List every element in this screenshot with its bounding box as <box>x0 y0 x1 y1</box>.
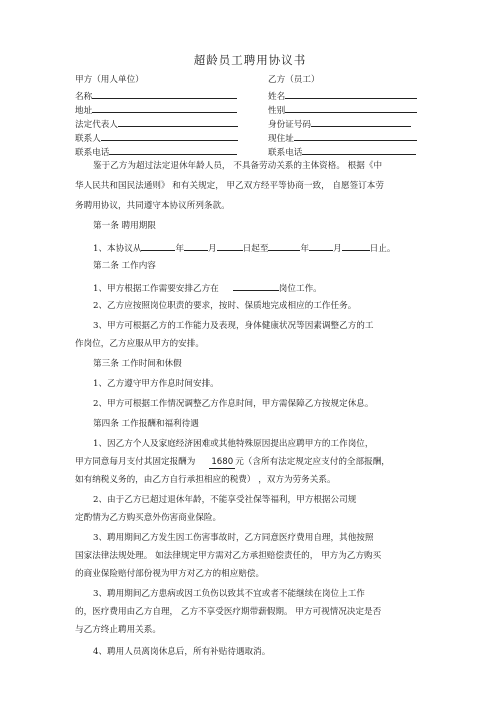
party-b-phone-line[interactable] <box>302 145 416 155</box>
party-b-address-field: 现住址 <box>268 131 417 145</box>
article-2-clause-3a: 3、甲方可根据乙方的工作能力及表现，身体健康状况等因素调整乙方的工 <box>93 321 374 331</box>
article-4-clause-1c: 如有纳税义务的，由乙方自行承担相应的税费） ，双方为劳务关系。 <box>75 475 336 485</box>
monthly-pay-amount[interactable]: 1680 <box>211 457 234 467</box>
article-4-clause-1a: 1、因乙方个人及家庭经济困难或其他特殊原因提出应聘甲方的工作岗位， <box>93 439 374 449</box>
preamble-line-1: 鉴于乙方为超过法定退休年龄人员， 不具备劳动关系的主体资格。 根据《中 <box>93 161 383 171</box>
article-4-clause-5: 4、聘用人员离岗休息后，所有补贴待遇取消。 <box>93 647 271 657</box>
article-4-clause-4c: 与乙方终止聘用关系。 <box>75 625 161 635</box>
party-a-contact-line[interactable] <box>101 131 238 141</box>
position-line[interactable] <box>233 281 279 291</box>
party-a-name-field: 名称 <box>75 89 237 103</box>
article-2-clause-1: 1、甲方根据工作需要安排乙方在 岗位工作。 <box>93 281 322 295</box>
party-b-id-line[interactable] <box>311 117 411 127</box>
article-4-clause-1b: 甲方同意每月支付其固定报酬为 1680 元（含所有法定规定应支付的全部报酬， <box>75 457 390 467</box>
party-b-gender-line[interactable] <box>285 103 417 113</box>
party-b-id-field: 身份证号码 <box>268 117 411 131</box>
party-b-name-line[interactable] <box>285 89 417 99</box>
article-4-clause-2a: 2、由于乙方已超过退休年龄，不能享受社保等福利，甲方根据公司规 <box>93 495 357 505</box>
article-4-clause-3c: 的商业保险赔付部份视为甲方对乙方的相应赔偿。 <box>75 569 265 579</box>
article-2-title: 第二条 工作内容 <box>93 261 156 271</box>
end-year-line[interactable] <box>268 241 300 251</box>
article-4-clause-4b: 的，医疗费用由乙方自理， 乙方不享受医疗期带薪假期。 甲方可视情况决定是否 <box>75 607 382 617</box>
article-4-clause-3b: 国家法律法规处理。 如法律规定甲方需对乙方承担赔偿责任的， 甲方为乙方购买 <box>75 551 382 561</box>
party-b-gender-field: 性别 <box>268 103 417 117</box>
preamble-line-3: 务聘用协议，共同遵守本协议所列条款。 <box>75 201 230 211</box>
end-day-line[interactable] <box>342 241 370 251</box>
article-3-clause-1: 1、乙方遵守甲方作息时间安排。 <box>93 379 219 389</box>
article-1-title: 第一条 聘用期限 <box>93 221 156 231</box>
party-a-name-line[interactable] <box>92 89 237 99</box>
party-a-legal-rep-field: 法定代表人 <box>75 117 238 131</box>
article-4-clause-4a: 3、聘用期间乙方患病或因工负伤以致其不宜或者不能继续在岗位上工作 <box>93 589 365 599</box>
party-a-contact-field: 联系人 <box>75 131 238 145</box>
party-a-legal-rep-line[interactable] <box>118 117 238 127</box>
article-4-clause-2b: 定酌情为乙方购买意外伤害商业保险。 <box>75 513 222 523</box>
party-a-address-line[interactable] <box>92 103 237 113</box>
preamble-line-2: 华人民共和国民法通则》 和有关规定， 甲乙双方经平等协商一致， 自愿签订本劳 <box>75 181 384 191</box>
end-month-line[interactable] <box>309 241 333 251</box>
party-a-phone-line[interactable] <box>109 145 237 155</box>
article-3-title: 第三条 工作时间和休假 <box>93 359 182 369</box>
start-month-line[interactable] <box>184 241 208 251</box>
start-year-line[interactable] <box>141 241 175 251</box>
party-b-phone-field: 联系电话 <box>268 145 416 159</box>
party-a-phone-field: 联系电话 <box>75 145 237 159</box>
party-a-heading: 甲方（用人单位） <box>75 75 144 85</box>
start-day-line[interactable] <box>217 241 243 251</box>
article-2-clause-3b: 作岗位，乙方应服从甲方的安排。 <box>75 339 204 349</box>
party-b-address-line[interactable] <box>294 131 417 141</box>
article-1-term-clause: 1、本协议从 年 月 日起至 年 月 日止。 <box>93 241 395 255</box>
party-b-name-field: 姓名 <box>268 89 417 103</box>
document-title: 超龄员工聘用协议书 <box>193 53 307 67</box>
article-3-clause-2: 2、甲方可根据工作情况调整乙方作息时间，甲方需保障乙方按规定休息。 <box>93 399 374 409</box>
party-a-address-field: 地址 <box>75 103 237 117</box>
article-2-clause-2: 2、乙方应按照岗位职责的要求，按时、保质地完成相应的工作任务。 <box>93 301 357 311</box>
party-b-heading: 乙方（员工） <box>268 75 320 85</box>
article-4-title: 第四条 工作报酬和福利待遇 <box>93 419 199 429</box>
article-4-clause-3a: 3、聘用期间乙方发生因工伤害事故时，乙方同意医疗费用自理，其他按照 <box>93 533 374 543</box>
